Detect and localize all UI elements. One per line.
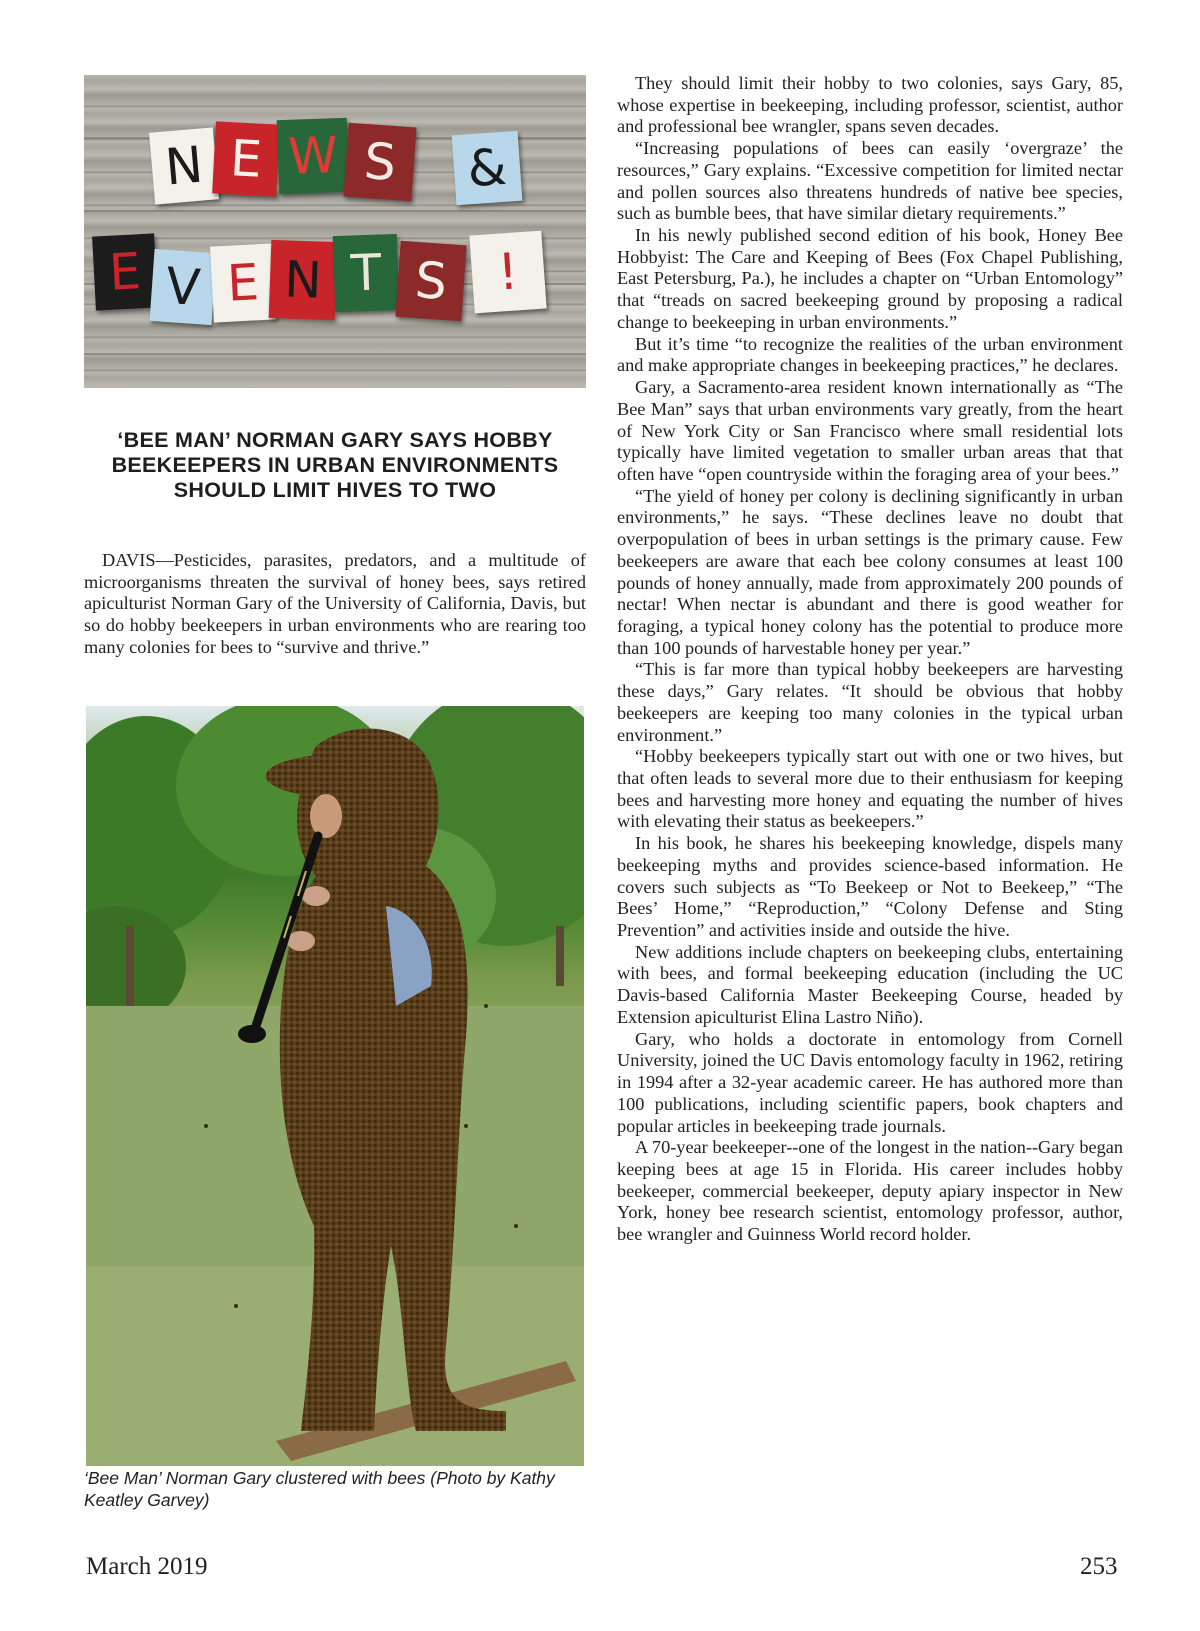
banner-letter: S [344,123,417,202]
body-paragraph: Gary, a Sacramento-area resident known internationally as “The Bee Man” says that urban environments vary greatly, from the heart of New York City or San Francisco where small residential lots typically have limited vegetation to smaller urban areas that that often have “open countryside within the foraging area of your bees.” [617,377,1123,484]
banner-letter: & [452,131,523,205]
banner-letter: V [150,249,217,325]
news-events-banner [84,75,586,388]
banner-letter: E [210,243,276,322]
body-paragraph: But it’s time “to recognize the realities of the urban environment and make appropriate changes in beekeeping practices,” he declares. [617,333,1123,376]
banner-letter: E [212,121,280,196]
banner-letter: S [395,241,466,321]
bee-man-photo [86,706,584,1466]
body-paragraph: In his book, he shares his beekeeping knowledge, dispels many beekeeping myths and provides science-based information. He covers such subjects as “To Beekeep or Not to Beekeep,” “The Bees’ Home,” “Reproduction,” “Colony Defense and Sting Prevention” and activities inside and outside the hive. [617,833,1123,941]
issue-date: March 2019 [86,1553,208,1580]
body-paragraph: They should limit their hobby to two colonies, says Gary, 85, whose expertise in beekeeping, including professor, scientist, author and professional bee wrangler, spans seven decades. [617,73,1123,137]
article-body-column [617,73,1123,1246]
body-paragraph: A 70-year beekeeper--one of the longest in the nation--Gary began keeping bees at age 15 in Florida. His career includes hobby beekeeper, commercial beekeeper, deputy apiary inspector in New York, honey bee research scientist, entomology professor, author, bee wrangler and Guinness World record holder. [617,1137,1123,1245]
banner-letter: W [277,118,350,194]
lead-paragraph: DAVIS—Pesticides, parasites, predators, and a multitude of microorganisms threaten the survival of honey bees, says retired apiculturist Norman Gary of the University of California, Davis, but so do hobby beekeepers in urban environments who are rearing too many colonies for bees to “survive and thrive.” [84,550,586,657]
body-paragraph: New additions include chapters on beekeeping clubs, entertaining with bees, and formal beekeeping education (including the UC Davis-based California Master Beekeeping Course, headed by Extension apiculturist Elina Lastro Niño). [617,941,1123,1027]
article-headline: ‘BEE MAN’ NORMAN GARY SAYS HOBBY BEEKEEPERS IN URBAN ENVIRONMENTS SHOULD LIMIT HIVES TO TWO [111,428,559,502]
banner-letter: N [269,240,338,320]
photo-caption: ‘Bee Man’ Norman Gary clustered with bees (Photo by Kathy Keatley Garvey) [84,1468,555,1510]
body-paragraph: “Increasing populations of bees can easily ‘overgraze’ the resources,” Gary explains. “Excessive competition for limited nectar and pollen sources also threatens hundreds of native bee species, such as bumble bees, that have similar dietary requirements.” [617,138,1123,224]
body-paragraph: Gary, who holds a doctorate in entomology from Cornell University, joined the UC Davis entomology faculty in 1962, retiring in 1994 after a 32-year academic career. He has authored more than 100 publications, including scientific papers, book chapters and popular articles in beekeeping trade journals. [617,1028,1123,1136]
bee-man-illustration [86,706,584,1466]
body-paragraph: “The yield of honey per colony is declining significantly in urban environments,” he says. “These declines leave no doubt that overpopulation of bees in urban settings is the primary cause. Few beekeepers are aware that each bee colony consumes at least 100 pounds of honey annually, made from approximately 200 pounds of nectar! When nectar is abundant and there is good weather for foraging, a typical honey colony has the potential to produce more than 100 pounds of harvestable honey per year.” [617,485,1123,658]
body-paragraph: “This is far more than typical hobby beekeepers are harvesting these days,” Gary relates. “It should be obvious that hobby beekeepers are keeping too many colonies in the typical urban environment.” [617,659,1123,745]
banner-letter: E [92,233,158,310]
banner-letter: T [333,234,400,312]
banner-letter: ! [469,231,546,314]
lead-paragraph-block [84,550,586,659]
page-number: 253 [1080,1553,1118,1580]
body-paragraph: “Hobby beekeepers typically start out with one or two hives, but that often leads to several more due to their enthusiasm for keeping bees and harvesting more honey and equating the number of hives with elevating their status as beekeepers.” [617,746,1123,832]
body-paragraph: In his newly published second edition of his book, Honey Bee Hobbyist: The Care and Keeping of Bees (Fox Chapel Publishing, East Petersburg, Pa.), he includes a chapter on “Urban Entomology” that “treads on sacred beekeeping ground by proposing a radical change to beekeeping in urban environments.” [617,225,1123,332]
banner-letter: N [149,127,219,204]
